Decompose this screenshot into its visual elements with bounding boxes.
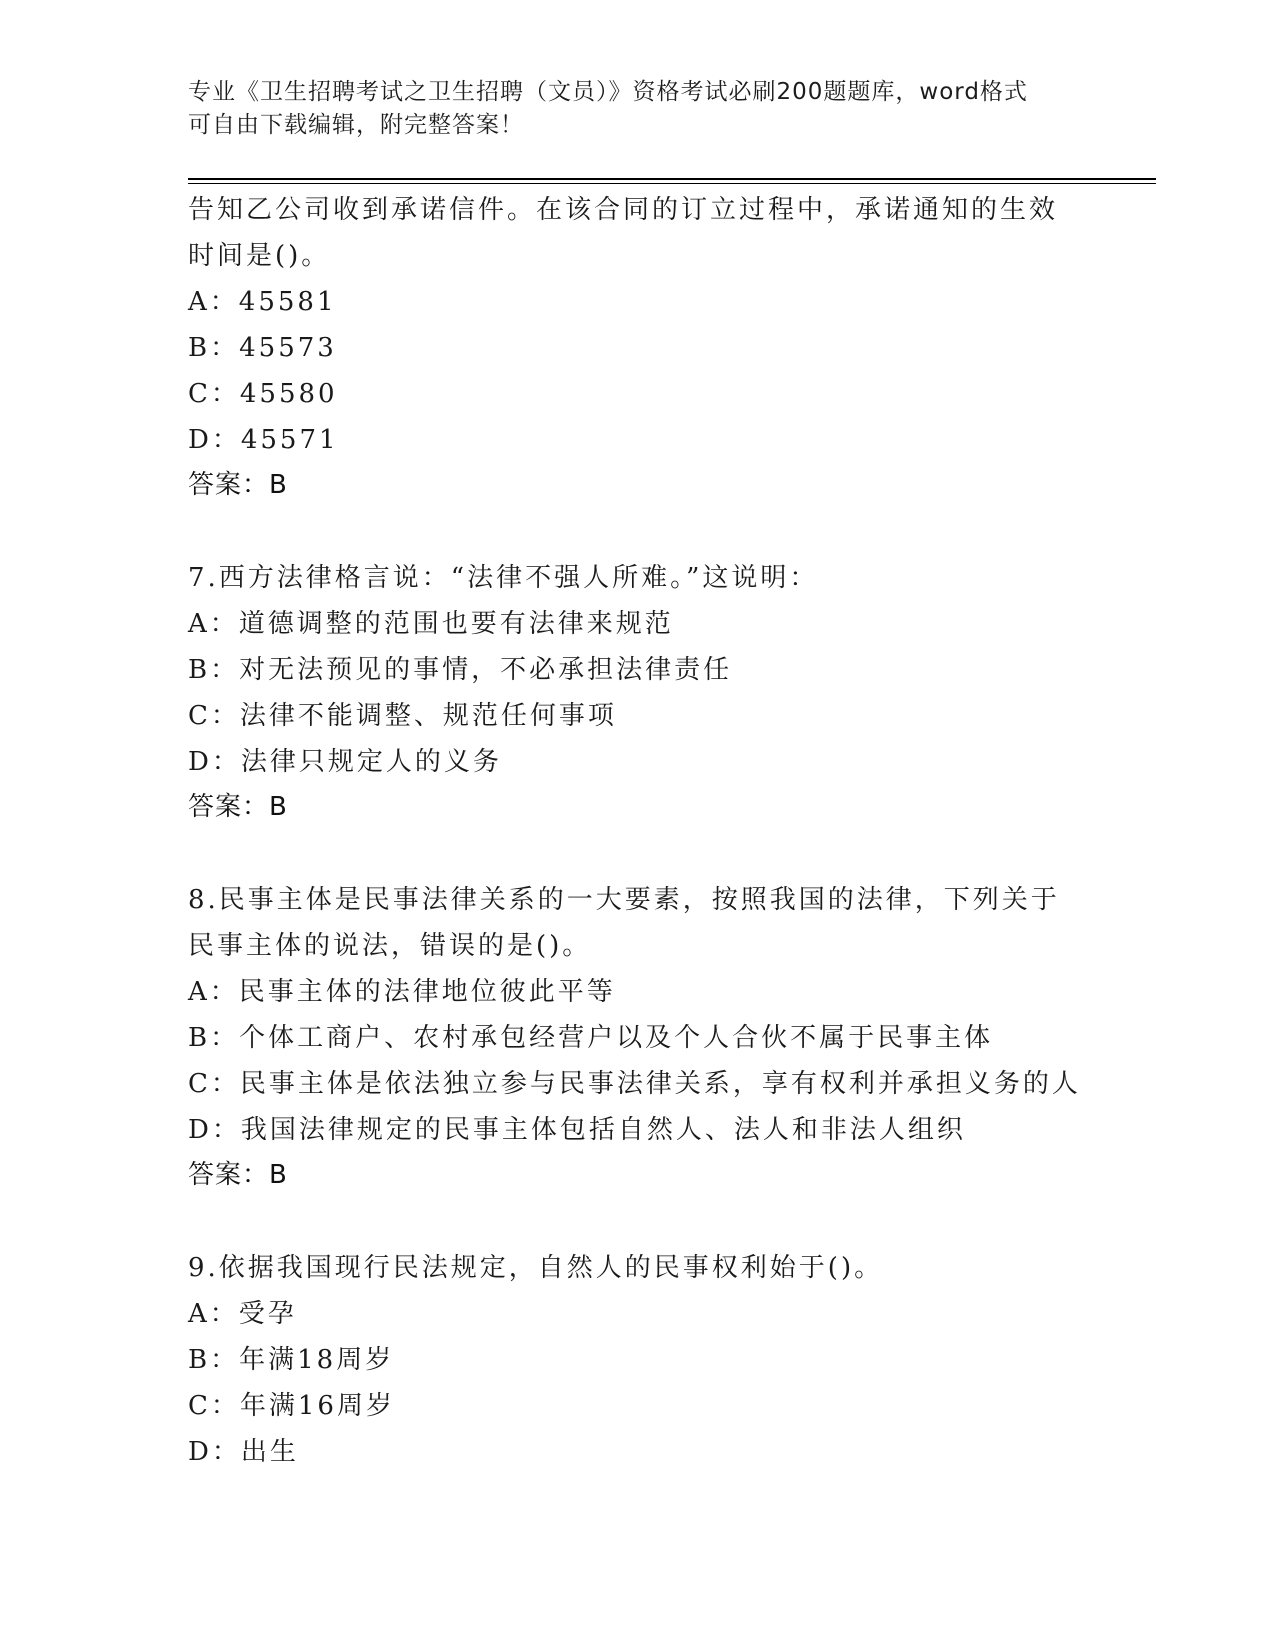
option-c: C：45580	[188, 379, 338, 409]
option-c: C：民事主体是依法独立参与民事法律关系，享有权利并承担义务的人	[188, 1069, 1081, 1099]
option-a: A：道德调整的范围也要有法律来规范	[188, 609, 674, 639]
question-list	[188, 187, 1088, 1475]
question-spacer	[188, 829, 1088, 877]
header-line-2: 可自由下载编辑，附完整答案！	[188, 112, 524, 138]
question-stem: 7.西方法律格言说：“法律不强人所难。”这说明：	[188, 563, 819, 593]
question-9	[188, 1245, 1088, 1475]
question-stem: 民事主体的说法，错误的是()。	[188, 931, 592, 961]
answer-line: 答案：B	[188, 1160, 288, 1190]
question-stem: 告知乙公司收到承诺信件。在该合同的订立过程中，承诺通知的生效	[188, 195, 1059, 225]
question-spacer	[188, 1197, 1088, 1245]
question-stem: 时间是()。	[188, 241, 331, 271]
option-a: A：受孕	[188, 1299, 297, 1329]
option-a: A：45581	[188, 287, 337, 317]
document-header	[188, 76, 1088, 142]
question-8	[188, 877, 1088, 1197]
question-6	[188, 187, 1088, 507]
question-stem: 9.依据我国现行民法规定，自然人的民事权利始于()。	[188, 1253, 884, 1283]
option-b: B：对无法预见的事情，不必承担法律责任	[188, 655, 733, 685]
option-d: D：45571	[188, 425, 339, 455]
header-divider-thin	[188, 183, 1156, 184]
option-d: D：法律只规定人的义务	[188, 747, 502, 777]
option-b: B：45573	[188, 333, 337, 363]
header-divider-thick	[188, 178, 1156, 180]
question-spacer	[188, 507, 1088, 555]
option-d: D：出生	[188, 1437, 299, 1467]
answer-line: 答案：B	[188, 792, 288, 822]
option-d: D：我国法律规定的民事主体包括自然人、法人和非法人组织	[188, 1115, 966, 1145]
option-c: C：法律不能调整、规范任何事项	[188, 701, 617, 731]
option-b: B：年满18周岁	[188, 1345, 395, 1375]
question-7	[188, 555, 1088, 829]
header-line-1: 专业《卫生招聘考试之卫生招聘（文员）》资格考试必刷200题题库，word格式	[188, 79, 1028, 105]
option-b: B：个体工商户、农村承包经营户以及个人合伙不属于民事主体	[188, 1023, 994, 1053]
question-stem: 8.民事主体是民事法律关系的一大要素，按照我国的法律，下列关于	[188, 885, 1060, 915]
option-c: C：年满16周岁	[188, 1391, 395, 1421]
answer-line: 答案：B	[188, 470, 288, 500]
option-a: A：民事主体的法律地位彼此平等	[188, 977, 616, 1007]
